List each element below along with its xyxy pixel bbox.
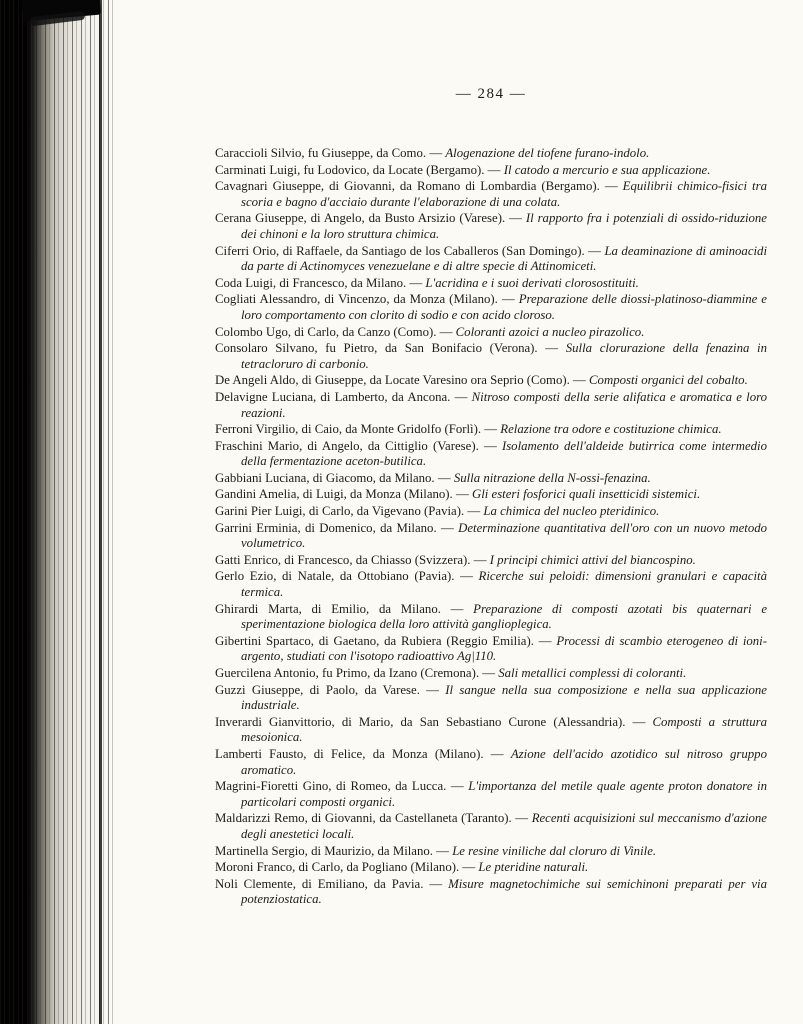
- entry: [215, 146, 767, 162]
- entry-title: Gli esteri fosforici quali insetticidi sistemici.: [471, 487, 701, 502]
- entry: [215, 487, 767, 503]
- entry-name: Fraschini Mario, di Angelo, da Cittiglio (Varese).: [215, 438, 479, 453]
- entry-title: Misure magnetochimiche sui semichinoni preparati per via potenziostatica.: [241, 876, 767, 907]
- entry-separator: —: [434, 470, 454, 485]
- entry: [215, 292, 767, 323]
- entry-title: Alogenazione del tiofene furano-indolo.: [445, 146, 650, 160]
- entry-name: Coda Luigi, di Francesco, da Milano.: [215, 275, 407, 290]
- entry-title: Il catodo a mercurio e sua applicazione.: [503, 162, 711, 177]
- entry-title: I principi chimici attivi del biancospino.: [489, 552, 696, 567]
- entry-name: Guercilena Antonio, fu Primo, da Izano (Cremona).: [215, 666, 480, 680]
- entry-name: Garini Pier Luigi, di Carlo, da Vigevano (Pavia).: [215, 504, 465, 519]
- entry: [215, 422, 767, 438]
- entry-name: Gandini Amelia, di Luigi, da Monza (Milano).: [215, 487, 453, 502]
- entry-name: Moroni Franco, di Carlo, da Pogliano (Milano).: [215, 860, 460, 875]
- entry-title: L'importanza del metile quale agente proton donatore in particolari composti organici.: [241, 779, 767, 809]
- entry-title: Preparazione di composti azotati bis quaternari e sperimentazione biologica della loro attività ganglioplegica.: [241, 601, 767, 632]
- entry: [215, 163, 767, 179]
- entry-title: Sulla nitrazione della N-ossi-fenazina.: [453, 470, 651, 485]
- entry-separator: —: [436, 520, 459, 535]
- entry-name: Magrini-Fioretti Gino, di Romeo, da Lucca.: [215, 779, 447, 794]
- entry-title: Ricerche sui peloidi: dimensioni granulari e capacità termica.: [241, 569, 767, 600]
- entry-title: Il sangue nella sua composizione e nella sua applicazione industriale.: [241, 682, 767, 713]
- entry: [215, 877, 767, 908]
- entry-name: Garrini Erminia, di Domenico, da Milano.: [215, 520, 437, 535]
- page-number: — 284 —: [455, 86, 527, 102]
- entry-separator: —: [505, 211, 526, 226]
- entry-title: Determinazione quantitativa dell'oro con un nuovo metodo volumetrico.: [241, 520, 768, 551]
- entry-separator: —: [569, 373, 590, 388]
- entry-separator: —: [432, 843, 453, 858]
- entry: [215, 341, 767, 372]
- book-binding-edge: [0, 0, 115, 1024]
- entry-name: De Angeli Aldo, di Giuseppe, da Locate Varesino ora Seprio (Como).: [215, 373, 570, 388]
- entry-name: Gabbiani Luciana, di Giacomo, da Milano.: [215, 470, 435, 485]
- entry-title: La deaminazione di aminoacidi da parte di Actinomyces venezuelane e di altre specie di Attinomiceti.: [241, 243, 768, 274]
- entry-separator: —: [446, 779, 469, 794]
- entry-name: Colombo Ugo, di Carlo, da Canzo (Como).: [215, 324, 437, 339]
- entry-title: Composti a struttura mesoionica.: [241, 714, 767, 745]
- entry-name: Delavigne Luciana, di Lamberto, da Ancona.: [215, 389, 451, 404]
- entry-separator: —: [625, 714, 653, 729]
- entry-separator: —: [584, 243, 605, 258]
- entry: [215, 504, 767, 520]
- entry: [215, 747, 767, 778]
- entry-separator: —: [406, 275, 426, 290]
- entry-name: Ghirardi Marta, di Emilio, da Milano.: [215, 601, 441, 616]
- entry-separator: —: [419, 682, 446, 697]
- entry-separator: —: [497, 292, 519, 307]
- entry: [215, 390, 767, 421]
- entry-name: Carminati Luigi, fu Lodovico, da Locate (Bergamo).: [215, 162, 485, 177]
- entry-separator: —: [537, 341, 566, 356]
- entry-separator: —: [452, 487, 472, 502]
- entry-separator: —: [483, 746, 511, 761]
- entry-separator: —: [464, 504, 484, 519]
- entry: [215, 602, 767, 633]
- entry-name: Gibertini Spartaco, di Gaetano, da Rubiera (Reggio Emilia).: [215, 633, 534, 648]
- entry-separator: —: [426, 146, 446, 160]
- entry-title: Equilibrii chimico-fisici tra scoria e bagno d'acciaio durante l'elaborazione di una colata.: [241, 179, 767, 209]
- entry-name: Maldarizzi Remo, di Giovanni, da Castellaneta (Taranto).: [215, 811, 512, 826]
- entry: [215, 860, 767, 876]
- entry: [215, 666, 767, 682]
- entry-title: Composti organici del cobalto.: [589, 373, 748, 388]
- entry-separator: —: [470, 552, 490, 567]
- entry-name: Cavagnari Giuseppe, di Giovanni, da Romano di Lombardia (Bergamo).: [215, 179, 600, 194]
- entry-separator: —: [440, 601, 474, 616]
- entry: [215, 779, 767, 810]
- entry: [215, 569, 767, 600]
- entry-title: Le resine viniliche dal cloruro di Vinile.: [452, 843, 657, 858]
- entry-name: Gatti Enrico, di Francesco, da Chiasso (Svizzera).: [215, 552, 471, 567]
- entry-name: Cerana Giuseppe, di Angelo, da Busto Arsizio (Varese).: [215, 211, 506, 226]
- entry: [215, 683, 767, 714]
- entry-separator: —: [459, 860, 479, 875]
- entry: [215, 439, 767, 470]
- entry: [215, 844, 767, 860]
- entry: [215, 179, 767, 210]
- entry: [215, 471, 767, 487]
- entry-title: Isolamento dell'aldeide butirrica come intermedio della fermentazione aceton-butilica.: [241, 438, 768, 469]
- entry-name: Guzzi Giuseppe, di Paolo, da Varese.: [215, 682, 420, 697]
- entry-title: Il rapporto fra i potenziali di ossido-riduzione dei chinoni e la loro struttura chimica.: [241, 211, 767, 241]
- entry-separator: —: [484, 162, 504, 177]
- entry-separator: —: [479, 666, 499, 680]
- entry: [215, 211, 767, 242]
- entry-title: Azione dell'acido azotidico sul nitroso gruppo aromatico.: [241, 746, 767, 777]
- entry-title: Sulla clorurazione della fenazina in tetracloruro di carbonio.: [241, 341, 767, 371]
- entry: [215, 634, 767, 665]
- entry-title: Relazione tra odore e costituzione chimica.: [500, 422, 722, 437]
- entry-title: L'acridina e i suoi derivati clorosostituiti.: [425, 275, 639, 290]
- entry-name: Martinella Sergio, di Maurizio, da Milano.: [215, 843, 433, 858]
- entry-name: Consolaro Silvano, fu Pietro, da San Bonifacio (Verona).: [215, 341, 538, 356]
- entry-name: Cogliati Alessandro, di Vincenzo, da Monza (Milano).: [215, 292, 498, 307]
- entry-title: Preparazione delle diossi-platinoso-diammine e loro comportamento con clorito di sodio e con acido cloroso.: [241, 292, 767, 322]
- entry: [215, 325, 767, 341]
- entry-separator: —: [511, 811, 532, 826]
- entry-title: Sali metallici complessi di coloranti.: [498, 666, 687, 680]
- entry-separator: —: [599, 179, 623, 194]
- entry: [215, 276, 767, 292]
- entry-separator: —: [436, 324, 456, 339]
- entry-name: Caraccioli Silvio, fu Giuseppe, da Como.: [215, 146, 427, 160]
- entry-separator: —: [454, 569, 479, 584]
- entry-separator: —: [533, 633, 557, 648]
- entry-separator: —: [481, 422, 501, 437]
- entry-separator: —: [423, 876, 449, 891]
- entry: [215, 244, 767, 275]
- entry-name: Inverardi Gianvittorio, di Mario, da San Sebastiano Curone (Alessandria).: [215, 714, 626, 729]
- entry-separator: —: [450, 389, 472, 404]
- entry-name: Ciferri Orio, di Raffaele, da Santiago de los Caballeros (San Domingo).: [215, 243, 585, 258]
- entry-name: Ferroni Virgilio, di Caio, da Monte Gridolfo (Forlì).: [215, 422, 482, 437]
- entry: [215, 553, 767, 569]
- entry: [215, 811, 767, 842]
- entry-name: Lamberti Fausto, di Felice, da Monza (Milano).: [215, 746, 484, 761]
- entry: [215, 715, 767, 746]
- entry-title: Nitroso composti della serie alifatica e aromatica e loro reazioni.: [241, 389, 767, 420]
- entry-title: Recenti acquisizioni sul meccanismo d'azione degli anestetici locali.: [241, 811, 767, 841]
- entry: [215, 521, 767, 552]
- entry-title: Le pteridine naturali.: [478, 860, 589, 875]
- entry-separator: —: [478, 438, 502, 453]
- entry-title: Coloranti azoici a nucleo pirazolico.: [455, 324, 645, 339]
- entry-title: Processi di scambio eterogeneo di ioni-argento, studiati con l'isotopo radioattivo Ag|110.: [241, 633, 767, 664]
- entry: [215, 373, 767, 389]
- entries-list: [215, 146, 767, 909]
- entry-name: Gerlo Ezio, di Natale, da Ottobiano (Pavia).: [215, 569, 455, 584]
- entry-name: Noli Clemente, di Emiliano, da Pavia.: [215, 876, 424, 891]
- entry-title: La chimica del nucleo pteridinico.: [483, 504, 660, 519]
